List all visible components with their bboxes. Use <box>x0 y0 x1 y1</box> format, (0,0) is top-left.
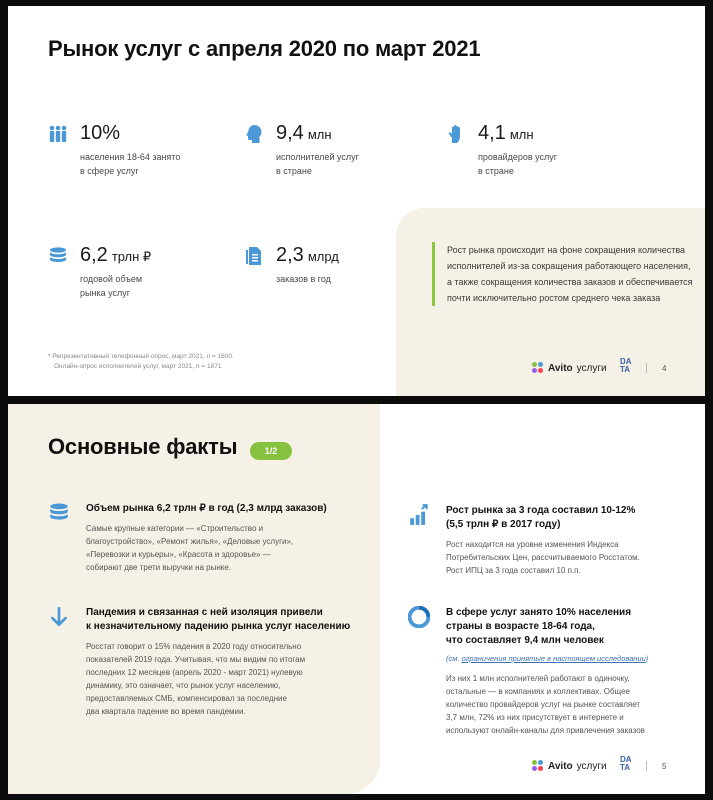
avito-dots-icon <box>532 362 544 374</box>
fact-heading: В сфере услуг занято 10% населения <box>446 607 632 618</box>
slide-title: Основные факты <box>48 434 238 459</box>
fact-body-line: 3,7 млн, 72% из них присутствует в интернете и <box>446 713 624 722</box>
brand-name: Avito <box>548 362 573 374</box>
fact-body-line: Потребительских Цен, рассчитываемого Росстатом. <box>446 553 640 562</box>
stat-desc-line: заказов в год <box>276 274 331 284</box>
fact-body-line: два квартала падение во время пандемии. <box>86 707 246 716</box>
fact-body-line: Рост ИПЦ за 3 года составил 10 п.п. <box>446 566 581 575</box>
stat-desc-line: населения 18-64 занято <box>80 152 181 162</box>
arrow-down-icon <box>48 606 70 628</box>
data-logo-line: TA <box>620 365 631 374</box>
head-icon <box>244 124 264 144</box>
bar-chart-icon <box>408 504 430 526</box>
fact-body-line: последних 12 месяцев (апрель 2020 - март 2021) нулевую <box>86 668 303 677</box>
brand-sub: услуги <box>576 362 607 374</box>
fact-heading: Рост рынка за 3 года составил 10-12% <box>446 505 636 516</box>
link-prefix: (см. <box>446 654 462 663</box>
fact-body-line: Самые крупные категории — «Строительство и <box>86 524 264 533</box>
left-panel-bg <box>8 404 380 794</box>
page-badge: 1/2 <box>250 442 292 460</box>
divider <box>646 761 647 771</box>
stat-desc-line: провайдеров услуг <box>478 152 558 162</box>
data-insight-logo <box>620 358 632 374</box>
coins-icon <box>48 246 68 266</box>
fact-body-line: используют онлайн-каналы для привлечения заказов <box>446 726 645 735</box>
footnote-line: * Репрезентативный телефонный опрос, март 2021, n = 1600. <box>48 353 234 360</box>
stat-value: 6,2 <box>80 244 108 266</box>
data-logo-line: DA <box>620 755 632 764</box>
divider <box>646 363 647 373</box>
pie-chart-icon <box>408 606 430 628</box>
avito-dots-icon <box>532 760 544 772</box>
coins-icon <box>48 502 70 524</box>
page-number: 4 <box>662 364 667 373</box>
footnote <box>48 352 234 372</box>
slide-market-overview <box>8 6 705 396</box>
fact-body-line: динамику, это означает, что рынок услуг населению, <box>86 681 281 690</box>
fact-body-line: количество провайдеров услуг на рынке составляет <box>446 700 641 709</box>
fact-heading: страны в возрасте 18-64 года, <box>446 621 595 632</box>
avito-logo <box>532 362 607 374</box>
slide-title: Рынок услуг с апреля 2020 по март 2021 <box>48 36 481 61</box>
stat-value: 4,1 <box>478 122 506 144</box>
people-icon <box>48 124 68 144</box>
stat-desc-line: годовой объем <box>80 274 143 284</box>
limitations-link[interactable]: ограничения принятые в настоящем исследовании <box>461 654 646 663</box>
stat-desc-line: в стране <box>478 166 514 176</box>
slide-key-facts <box>8 404 705 794</box>
fact-body-line: Из них 1 млн исполнителей работают в одиночку, <box>446 674 630 683</box>
fact-body-line: Рост находится на уровне изменения Индекса <box>446 540 619 549</box>
avito-logo <box>532 760 607 772</box>
fact-body-line: собирают две трети выручки на рынке. <box>86 563 232 572</box>
hand-icon <box>446 124 466 144</box>
key-insight-quote: Рост рынка происходит на фоне сокращения количества исполнителей из-за сокращения работающего населения, а также сокращения количества заказов и обеспечивается почти исключительно ростом среднего чека заказа <box>432 242 697 306</box>
stat-desc-line: исполнителей услуг <box>276 152 359 162</box>
stat-unit: млн <box>509 127 534 142</box>
page-number: 5 <box>662 762 667 771</box>
brand-sub: услуги <box>576 760 607 772</box>
fact-body-line: показателей 2019 года. Учитывая, что мы видим по итогам <box>86 655 306 664</box>
stat-desc-line: в стране <box>276 166 312 176</box>
fact-heading: Пандемия и связанная с ней изоляция привели <box>86 607 323 618</box>
stat-unit: млн <box>307 127 332 142</box>
stat-value: 2,3 <box>276 244 304 266</box>
stat-desc-line: в сфере услуг <box>80 166 139 176</box>
stat-value: 9,4 <box>276 122 304 144</box>
fact-heading: что составляет 9,4 млн человек <box>446 635 604 646</box>
fact-body-line: остальные — в компаниях и коллективах. Общее <box>446 687 630 696</box>
stat-value: 10% <box>80 122 121 144</box>
data-logo-line: TA <box>620 763 631 772</box>
stat-unit: млрд <box>307 249 339 264</box>
fact-heading: (5,5 трлн ₽ в 2017 году) <box>446 519 561 530</box>
brand-name: Avito <box>548 760 573 772</box>
fact-body-line: предоставляемых СМБ, компенсировал за последние <box>86 694 287 703</box>
data-insight-logo <box>620 756 632 772</box>
fact-heading: к незначительному падению рынка услуг населению <box>86 621 351 632</box>
stat-desc-line: рынка услуг <box>80 288 131 298</box>
fact-body-line: «Перевозки и курьеры», «Красота и здоровье» — <box>86 550 271 559</box>
fact-body-line: Росстат говорит о 15% падения в 2020 году относительно <box>86 642 302 651</box>
fact-body-line: благоустройство», «Ремонт жилья», «Деловые услуги», <box>86 537 294 546</box>
stat-unit: трлн ₽ <box>111 249 152 264</box>
footnote-line: Онлайн-опрос исполнителей услуг, март 2021, n = 1871 <box>54 363 222 370</box>
data-logo-line: DA <box>620 357 632 366</box>
link-suffix: ) <box>645 654 649 663</box>
document-icon <box>244 246 264 266</box>
fact-heading: Объем рынка 6,2 трлн ₽ в год (2,3 млрд заказов) <box>86 503 327 514</box>
